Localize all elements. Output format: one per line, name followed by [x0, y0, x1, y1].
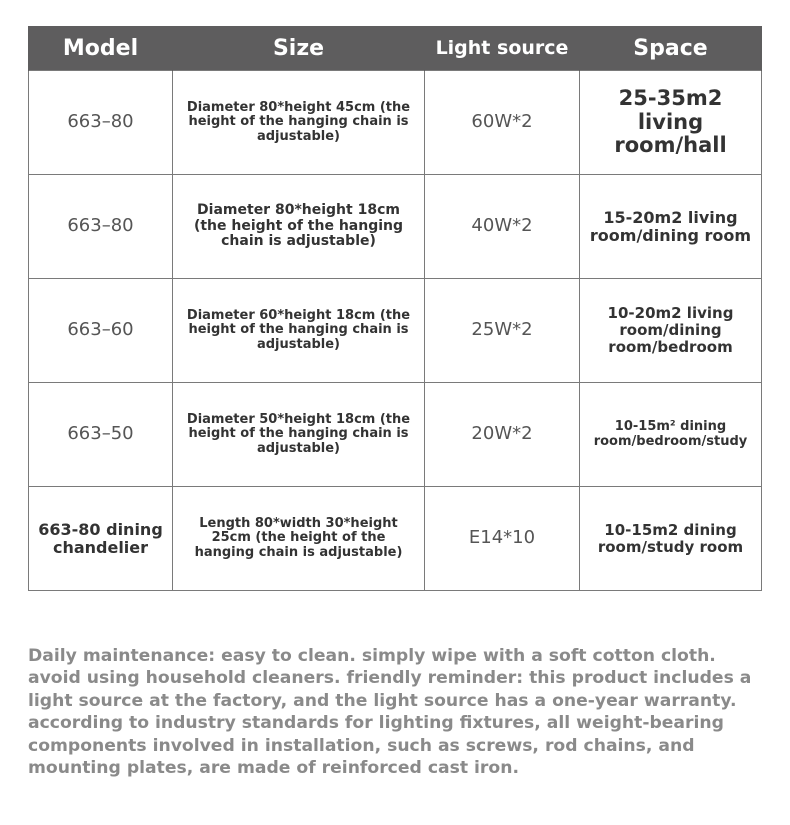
- space-cell: 10-20m2 living room/dining room/bedroom: [580, 279, 762, 383]
- size-cell: Diameter 80*height 18cm (the height of the hanging chain is adjustable): [173, 175, 425, 279]
- space-cell: 25-35m2 living room/hall: [580, 71, 762, 175]
- header-space: Space: [580, 26, 762, 71]
- light-source-cell: 60W*2: [425, 71, 580, 175]
- size-cell: Diameter 50*height 18cm (the height of the hanging chain is adjustable): [173, 383, 425, 487]
- spec-table: [28, 26, 762, 591]
- table-row: [29, 487, 762, 591]
- table-row: [29, 175, 762, 279]
- table-header: [29, 26, 762, 71]
- size-cell: Diameter 60*height 18cm (the height of the hanging chain is adjustable): [173, 279, 425, 383]
- model-cell: 663–60: [29, 279, 173, 383]
- model-cell: 663-80 dining chandelier: [29, 487, 173, 591]
- table-row: [29, 71, 762, 175]
- model-cell: 663–50: [29, 383, 173, 487]
- table-row: [29, 279, 762, 383]
- space-cell: 15-20m2 living room/dining room: [580, 175, 762, 279]
- light-source-cell: 40W*2: [425, 175, 580, 279]
- header-light-source: Light source: [425, 26, 580, 71]
- header-row: [29, 26, 762, 71]
- light-source-cell: 25W*2: [425, 279, 580, 383]
- light-source-cell: 20W*2: [425, 383, 580, 487]
- space-cell: 10-15m2 dining room/study room: [580, 487, 762, 591]
- header-model: Model: [29, 26, 173, 71]
- maintenance-note: Daily maintenance: easy to clean. simply wipe with a soft cotton cloth. avoid using household cleaners. friendly reminder: this product includes a light source at the factory, and the light source has a one-year warranty. according to industry standards for lighting fixtures, all weight-bearing components involved in installation, such as screws, rod chains, and mounting plates, are made of reinforced cast iron.: [28, 646, 752, 779]
- size-cell: Diameter 80*height 45cm (the height of the hanging chain is adjustable): [173, 71, 425, 175]
- model-cell: 663–80: [29, 71, 173, 175]
- size-cell: Length 80*width 30*height 25cm (the height of the hanging chain is adjustable): [173, 487, 425, 591]
- model-cell: 663–80: [29, 175, 173, 279]
- table-body: [29, 71, 762, 591]
- light-source-cell: E14*10: [425, 487, 580, 591]
- header-size: Size: [173, 26, 425, 71]
- table-row: [29, 383, 762, 487]
- space-cell: 10-15m² dining room/bedroom/study: [580, 383, 762, 487]
